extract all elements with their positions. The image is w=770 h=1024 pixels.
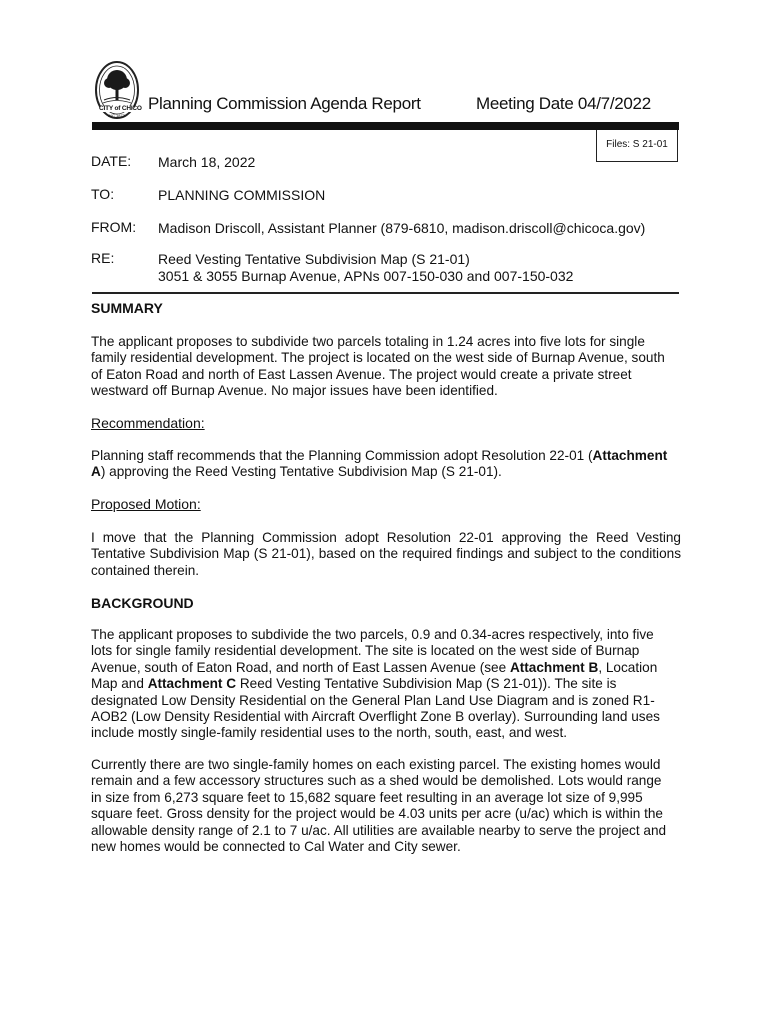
text-line: AOB2 (Low Density Residential with Aircraft Overflight Zone B overlay). Surrounding land uses	[91, 709, 660, 725]
background-paragraph-2	[91, 757, 681, 855]
text-span: Planning staff recommends that the Planning Commission adopt Resolution 22-01 (	[91, 448, 593, 463]
recommendation-heading: Recommendation:	[91, 415, 205, 431]
text-line	[91, 660, 681, 676]
files-box: Files: S 21-01	[596, 130, 678, 162]
text-line: The applicant proposes to subdivide the two parcels, 0.9 and 0.34-acres respectively, into five	[91, 627, 654, 642]
header-divider	[92, 122, 679, 130]
re-value-line-2: 3051 & 3055 Burnap Avenue, APNs 007-150-030 and 007-150-032	[158, 268, 574, 284]
summary-heading: SUMMARY	[91, 300, 163, 316]
attachment-c-reference: Attachment C	[147, 676, 237, 692]
text-line	[91, 464, 681, 480]
text-line: I move that the Planning Commission adopt Resolution 22-01 approving the Reed Vesting	[91, 530, 681, 545]
re-value-line-1: Reed Vesting Tentative Subdivision Map (S 21-01)	[158, 251, 470, 267]
re-label: RE:	[91, 250, 115, 266]
city-seal-logo	[94, 60, 140, 122]
text-line: new homes would be connected to Cal Water and City sewer.	[91, 839, 461, 855]
date-value: March 18, 2022	[158, 154, 256, 170]
attachment-b-reference: Attachment B	[509, 659, 599, 675]
text-line: remain and a few accessory structures such as a shed would be demolished. Lots would range	[91, 773, 662, 789]
background-heading: BACKGROUND	[91, 595, 194, 611]
report-title: Planning Commission Agenda Report	[148, 94, 421, 113]
text-line: include mostly single-family residential uses to the north, south, east, and west.	[91, 725, 568, 741]
text-line: of Eaton Road and north of East Lassen Avenue. The project would create a private street	[91, 366, 632, 382]
text-line: lots for single family residential development. The site is located on the west side of Burnap	[91, 643, 640, 659]
background-paragraph-1	[91, 627, 681, 742]
text-span: Reed Vesting Tentative Subdivision Map (S 21-01)). The site is	[236, 676, 617, 692]
from-label: FROM:	[91, 219, 137, 235]
attachment-a-letter: A	[91, 464, 101, 480]
summary-paragraph	[91, 334, 681, 400]
text-line: westward off Burnap Avenue. No major issues have been identified.	[91, 383, 498, 399]
text-line: designated Low Density Residential on the General Plan Land Use Diagram and is zoned R1-	[91, 692, 655, 708]
text-span: ) approving the Reed Vesting Tentative Subdivision Map (S 21-01).	[100, 464, 502, 480]
seal-subtext: INC 1872	[108, 113, 125, 118]
text-line: in size from 6,273 square feet to 15,682 square feet resulting in an average lot size of 9,995	[91, 789, 643, 805]
text-line: square feet. Gross density for the project would be 4.03 units per acre (u/ac) which is within the	[91, 806, 663, 822]
seal-text: CITY of CHICO	[99, 105, 142, 112]
attachment-a-reference: Attachment	[592, 448, 668, 463]
text-line: contained therein.	[91, 562, 200, 578]
text-span: , Location	[598, 659, 658, 675]
proposed-motion-heading: Proposed Motion:	[91, 496, 201, 512]
date-label: DATE:	[91, 153, 132, 169]
proposed-motion-paragraph	[91, 530, 681, 579]
text-line: Tentative Subdivision Map (S 21-01), based on the required findings and subject to the conditions	[91, 546, 681, 562]
text-line: allowable density range of 2.1 to 7 u/ac. All utilities are available nearby to serve the project and	[91, 822, 667, 838]
from-value: Madison Driscoll, Assistant Planner (879-6810, madison.driscoll@chicoca.gov)	[158, 220, 646, 236]
to-value: PLANNING COMMISSION	[158, 187, 326, 203]
text-line	[91, 676, 681, 692]
text-span: Map and	[91, 676, 148, 692]
text-line	[91, 448, 681, 464]
recommendation-paragraph	[91, 448, 681, 481]
text-line: The applicant proposes to subdivide two parcels totaling in 1.24 acres into five lots for single	[91, 334, 645, 349]
text-line: family residential development. The project is located on the west side of Burnap Avenue, south	[91, 350, 665, 366]
text-line: Currently there are two single-family homes on each existing parcel. The existing homes would	[91, 757, 661, 772]
meeting-date: Meeting Date 04/7/2022	[476, 94, 651, 113]
memo-divider	[92, 292, 679, 294]
to-label: TO:	[91, 186, 115, 202]
text-span: Avenue, south of Eaton Road, and north of East Lassen Avenue (see	[91, 659, 510, 675]
